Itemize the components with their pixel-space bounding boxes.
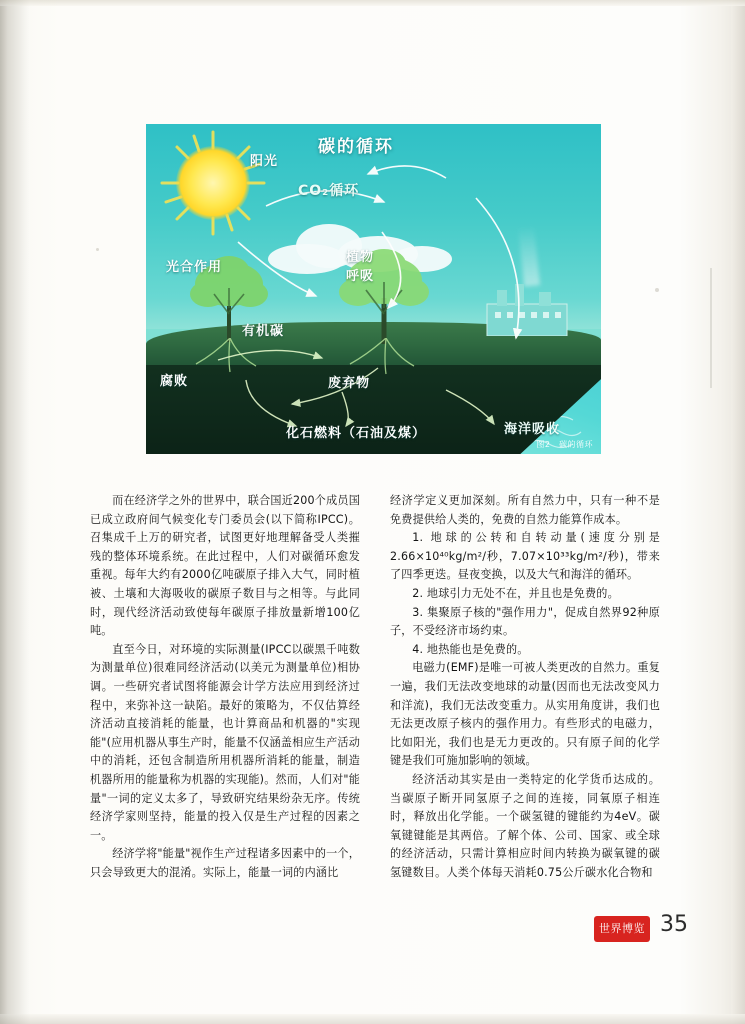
figure-label-plant-respiration-line2: 呼吸 xyxy=(346,269,375,284)
figure-label-decay: 腐败 xyxy=(160,374,189,389)
page-top-edge xyxy=(0,0,745,6)
figure-carbon-cycle xyxy=(146,124,601,454)
figure-label-fossil-fuel: 化石燃料（石油及煤） xyxy=(286,426,427,441)
page-left-edge xyxy=(0,0,7,1024)
figure-label-plant-respiration xyxy=(346,246,374,284)
paragraph: 而在经济学之外的世界中，联合国近200个成员国已成立政府间气候变化专门委员会(以下简称IPCC)。召集成千上万的研究者，试图更好地理解备受人类摧残的整体环境系统。在此过程中，人们对碳循环愈发重视。每年大约有2000亿吨碳原子排入大气，同时植被、土壤和大海吸收的碳原子数目与之相等。与此同时，现代经济活动致使每年碳原子排放量新增100亿吨。 xyxy=(90,494,360,638)
paragraph: 经济活动其实是由一类特定的化学货币达成的。当碳原子断开同氢原子之间的连接，同氧原子相连时，释放出化学能。一个碳氢键的键能约为4eV。碳氧键键能是其两倍。了解个体、公司、国家、或全球的经济活动，只需计算相应时间内转换为碳氧键的碳氢键数目。人类个体每天消耗0.75公斤碳水化合物和 xyxy=(390,772,660,879)
figure-arrows xyxy=(146,124,601,454)
scan-speck xyxy=(96,248,99,251)
scan-streak xyxy=(710,268,712,388)
figure-label-waste: 废弃物 xyxy=(328,376,371,391)
page-number: 35 xyxy=(660,912,688,937)
figure-label-ocean-absorption: 海洋吸收 xyxy=(504,422,561,437)
publication-logo: 世界博览 xyxy=(594,916,650,942)
figure-label-organic-carbon: 有机碳 xyxy=(242,324,285,339)
paragraph: 电磁力(EMF)是唯一可被人类更改的自然力。重复一遍，我们无法改变地球的动量(因而也无法改变风力和洋流)，我们无法改变重力。从实用角度讲，我们也无法更改原子核内的强作用力。有些形式的电磁力，比如阳光，我们也是无力更改的。只有原子间的化学键是我们可施加影响的领域。 xyxy=(390,661,660,768)
figure-title: 碳的循环 xyxy=(318,137,394,157)
figure-label-sunlight: 阳光 xyxy=(250,154,279,169)
paragraph: 直至今日，对环境的实际测量(IPCC以碳黑千吨数为测量单位)很难同经济活动(以美元为测量单位)相协调。一些研究者试图将能源会计学方法应用到经济过程中，来弥补这一缺陷。最好的策略为，不仅估算经济活动直接消耗的能量，也计算商品和机器的"实现能"(应用机器从事生产时，能量不仅涵盖相应生产活动中的消耗，还包含制造所用机器所消耗的能量，制造机器所用的能量称为机器的实现能)。然而，人们对"能量"一词的定义太多了，导致研究结果纷杂无序。传统经济学家则坚持，能量的投入仅是生产过程的因素之一。 xyxy=(90,642,360,842)
list-item: 4. 地热能也是免费的。 xyxy=(412,642,529,656)
list-item: 3. 集聚原子核的"强作用力"，促成自然界92种原子，不受经济市场约束。 xyxy=(390,605,660,638)
figure-label-plant-respiration-line1: 植物 xyxy=(346,250,375,265)
body-column-left xyxy=(90,492,360,882)
page-bottom-edge xyxy=(0,1014,745,1024)
page-right-edge xyxy=(731,0,745,1024)
figure-caption: 图2 碳的循环 xyxy=(536,440,593,449)
scan-speck xyxy=(655,288,659,292)
list-item: 2. 地球引力无处不在，并且也是免费的。 xyxy=(412,586,619,600)
paragraph: 经济学将"能量"视作生产过程诸多因素中的一个，只会导致更大的混淆。实际上，能量一词的内涵比 xyxy=(90,847,360,879)
paragraph: 经济学定义更加深刻。所有自然力中，只有一种不是免费提供给人类的，免费的自然力能算作成本。 xyxy=(390,494,660,526)
figure-label-co2-cycle: CO₂循环 xyxy=(298,183,360,199)
body-column-right xyxy=(390,492,660,882)
list-item: 1. 地球的公转和自转动量(速度分别是2.66×10⁴⁰kg/m²/秒，7.07×10³³kg/m²/秒)，带来了四季更迭。昼夜变换，以及大气和海洋的循环。 xyxy=(390,531,660,582)
figure-label-photosynthesis: 光合作用 xyxy=(166,260,223,275)
